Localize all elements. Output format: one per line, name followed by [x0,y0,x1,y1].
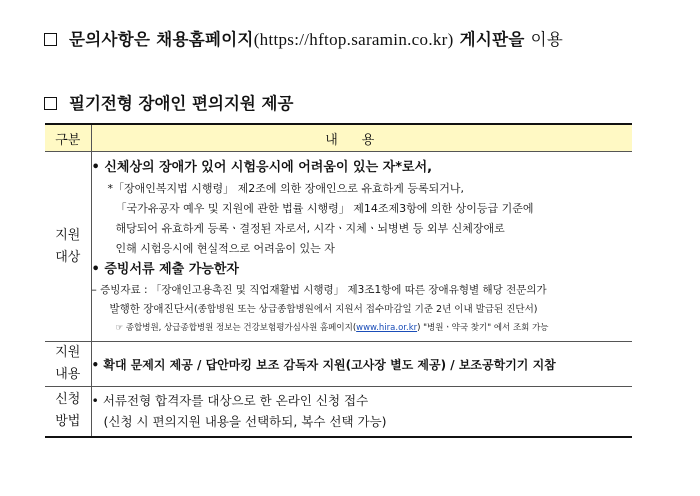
notice-prefix: 문의사항은 채용홈페이지 [69,30,254,49]
row-label: 지원 대상 [45,152,91,342]
notice-tail: 이용 [530,30,564,49]
section-title-text: 필기전형 장애인 편의지원 제공 [69,94,294,113]
table-row [45,152,632,342]
checkbox-square-icon [44,33,57,46]
sub-text: 해당되어 유효하게 등록ㆍ결정된 자로서, 시각ㆍ지체ㆍ뇌병변 등 외부 신체장애로 [115,222,505,235]
table-row [45,342,632,387]
apply-text: • 서류전형 합격자를 대상으로 한 온라인 신청 접수 [91,393,369,409]
row-content [91,342,632,387]
header-category: 구분 [45,124,91,152]
sub-text: *「장애인복지법 시행령」 제2조에 의한 장애인으로 유효하게 등록되거나, [107,182,465,195]
table-row [45,387,632,437]
row-content [91,152,632,342]
notice-line [44,26,563,50]
doc-text: – 증빙자료 : 「장애인고용촉진 및 직업재활법 시행령」 제3조1항에 따른 장애유형별 해당 전문의가 [91,284,547,296]
sub-text: 「국가유공자 예우 및 지원에 관한 법률 시행령」 제14조제3항에 의한 상이등급 기준에 [115,202,534,215]
notice-suffix: 게시판을 [459,30,525,49]
note-text: ☞ 종합병원, 상급종합병원 정보는 건강보험평가심사원 홈페이지(www.hira.or.kr) "병원ㆍ약국 찾기" 에서 조회 가능 [115,323,549,333]
doc-text: 발행한 장애진단서(종합병원 또는 상급종합병원에서 지원서 접수마감일 기준 2년 이내 발급된 진단서) [109,303,538,315]
hira-link[interactable]: www.hira.or.kr [356,323,418,333]
row-content [91,387,632,437]
support-content-text: • 확대 문제지 제공 / 답안마킹 보조 감독자 지원(고사장 별도 제공) / 보조공학기기 지참 [91,357,556,372]
support-table [45,123,632,438]
bullet-eligibility: • 신체상의 장애가 있어 시험응시에 어려움이 있는 자*로서, [91,160,433,175]
notice-url: (https://hftop.saramin.co.kr) [253,30,454,49]
row-label: 지원 내용 [45,342,91,387]
sub-text: 인해 시험응시에 현실적으로 어려움이 있는 자 [115,242,335,255]
apply-text: (신청 시 편의지원 내용을 선택하되, 복수 선택 가능) [103,414,387,430]
table-header-row [45,124,632,152]
checkbox-square-icon [44,97,57,110]
header-content: 내용 [91,124,632,152]
bullet-documents: • 증빙서류 제출 가능한자 [91,262,239,277]
section-title [44,90,293,114]
row-label: 신청 방법 [45,387,91,437]
